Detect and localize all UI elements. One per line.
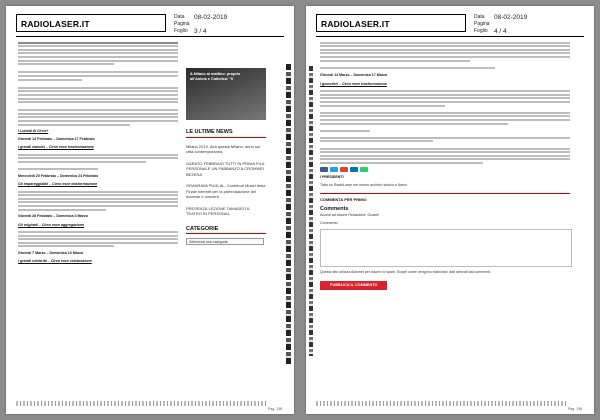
tag-heading[interactable]: I PRESIDENTI [320,175,344,180]
comment-prompt: Accedi ad alcune Redazione. Grazie! [320,212,380,217]
comments-title: Comments [320,206,349,213]
latest-news-item[interactable]: GARATO FEBBRAIO TUTTI IN PRIMA FILA PERSONALE UN FABBANZO A CROMWEI BEZERA [186,160,265,177]
meta-foglio-label: Foglio [474,28,488,34]
link-lunedi[interactable]: I Lunedì di Circo+ [18,128,49,133]
footer-strip [16,401,266,406]
side-barcode-strip [286,64,291,364]
section-date: Giovedì 28 Febbraio – Domenica 3 Marzo [18,214,88,219]
categories-title: CATEGORIE [186,227,266,235]
section-title: I grandi classici – Cirse esce trasformazione [18,145,94,150]
latest-news-title: LE ULTIME NEWS [186,130,266,138]
closing-note: Tutto su RadioLaser nel nostro archivio storico e libero. [320,183,408,188]
meta-foglio-value: 4 / 4 [494,28,507,35]
header-rule [16,36,284,37]
section-date: Giovedì 7 Marzo – Domenica 10 Marzo [18,251,84,255]
twitter-icon[interactable] [330,167,338,172]
footer-strip [316,401,566,406]
whatsapp-icon[interactable] [360,167,368,172]
section-title: Gli impareggiabili – Circo esce trasformazione [18,182,98,187]
meta-data-label: Data [474,14,485,20]
meta-data-value: 08-02-2019 [194,14,228,21]
spam-note: Questo sito utilizza Akismet per ridurre lo spam. Scopri come vengono elaborati i dati derivati dai commenti. [320,270,491,275]
page-number: Pag. 138 [267,407,282,411]
side-barcode-strip [309,66,313,356]
section-date: Mercoledì 20 Febbraio – Domenica 24 Febbraio [18,173,99,178]
section-date: Giovedì 14 Febbraio – Domenica 17 Febbraio [18,137,95,142]
comment-label: Commento [320,221,338,226]
featured-caption: A Milano al mattino: proprio all'Anima e Cattolica: "Il [190,72,241,81]
page-header [316,14,584,42]
meta-data-value: 08-02-2019 [494,14,528,21]
share-buttons [320,167,570,172]
submit-comment-button[interactable]: PUBBLICA IL COMMENTO [320,281,387,290]
page-header [16,14,284,42]
document-page-1 [6,6,294,414]
page-number: Pag. 138 [567,407,582,411]
section-date: Giovedì 14 Marzo – Domenica 17 Marzo [320,73,388,78]
publication-name: RADIOLASER.IT [16,14,166,32]
section-title: I grandi celebrità – Circo esce celebrazione [18,259,92,264]
meta-data-label: Data [174,14,185,20]
related-title: COMMENTA PER PRIMO [320,193,570,202]
meta-foglio-value: 3 / 4 [194,28,207,35]
section-title: Gli originali – Circo esce aggregazione [18,222,85,227]
latest-news-item[interactable]: GRANRAVA PUGLIA - Contributi Musei festa Finale internet per la partecipazione del docente e concerti [186,183,266,199]
article-body [18,40,178,268]
header-rule [316,36,584,37]
page-meta [174,14,282,35]
categories-select[interactable]: Seleziona una categoria [186,238,264,245]
section-title: I giocolieri – Circo esce trasformazione [320,81,387,86]
sidebar [186,68,266,245]
google-plus-icon[interactable] [340,167,348,172]
meta-pagina-label: Pagina [474,21,490,27]
document-page-2 [306,6,594,414]
comment-textarea[interactable] [320,229,572,267]
latest-news-item[interactable]: PRESENZA LEZIONE TAMADEO IL TEATRO IN PERSONAL [186,205,251,216]
meta-foglio-label: Foglio [174,28,188,34]
featured-image[interactable] [186,68,266,120]
linkedin-icon[interactable] [350,167,358,172]
meta-pagina-label: Pagina [174,21,190,27]
latest-news-item[interactable]: Milano 2019, dirà questa Milano: anno sul citta contemporanea [186,143,261,154]
page-meta [474,14,582,35]
facebook-icon[interactable] [320,167,328,172]
publication-name: RADIOLASER.IT [316,14,466,32]
article-body [320,40,570,290]
